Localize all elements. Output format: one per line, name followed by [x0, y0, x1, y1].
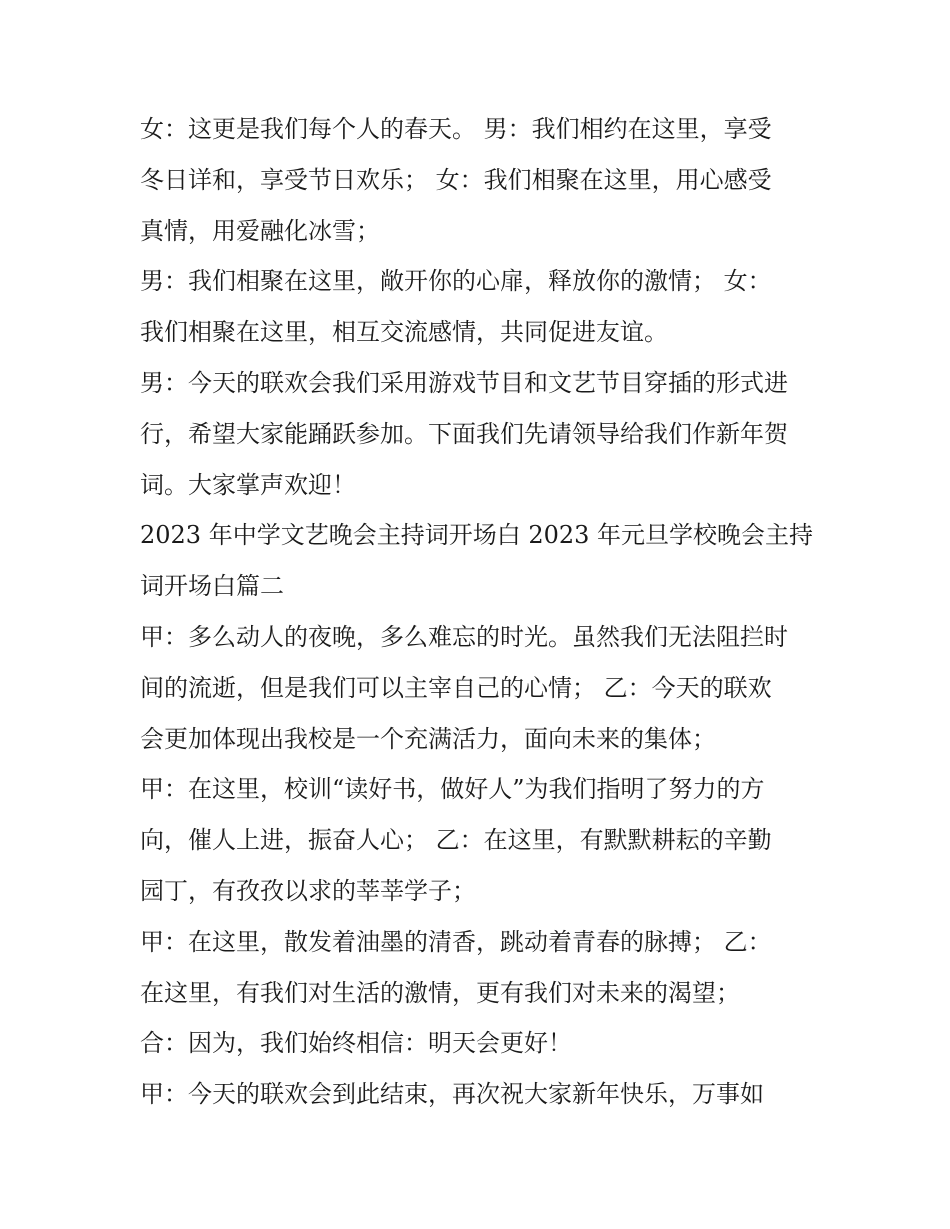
section-title-line: 词开场白篇二	[140, 572, 284, 601]
text-line: 男：今天的联欢会我们采用游戏节目和文艺节目穿插的形式进	[140, 368, 788, 397]
text-line: 在这里，有我们对生活的激情，更有我们对未来的渴望；	[140, 978, 740, 1007]
text-line: 真情，用爱融化冰雪；	[140, 216, 380, 245]
text-line: 甲：在这里，校训“读好书，做好人”为我们指明了努力的方	[140, 775, 765, 804]
text-line: 甲：今天的联欢会到此结束，再次祝大家新年快乐，万事如	[140, 1080, 764, 1109]
text-line: 甲：多么动人的夜晚，多么难忘的时光。虽然我们无法阻拦时	[140, 622, 788, 651]
document-body	[140, 104, 820, 1120]
text-line: 会更加体现出我校是一个充满活力，面向未来的集体；	[140, 724, 716, 753]
text-line: 向，催人上进，振奋人心； 乙：在这里，有默默耕耘的辛勤	[140, 826, 772, 855]
text-line: 行，希望大家能踊跃参加。下面我们先请领导给我们作新年贺	[140, 419, 788, 448]
text-line: 我们相聚在这里，相互交流感情，共同促进友谊。	[140, 318, 668, 347]
text-line: 园丁，有孜孜以求的莘莘学子；	[140, 876, 476, 905]
text-line: 冬日详和，享受节日欢乐； 女：我们相聚在这里，用心感受	[140, 165, 772, 194]
text-line: 词。大家掌声欢迎！	[140, 470, 356, 499]
text-line: 合：因为，我们始终相信：明天会更好！	[140, 1029, 572, 1058]
text-line: 甲：在这里，散发着油墨的清香，跳动着青春的脉搏； 乙：	[140, 927, 772, 956]
section-title-line: 2023 年中学文艺晚会主持词开场白 2023 年元旦学校晚会主持	[140, 521, 814, 550]
text-line: 男：我们相聚在这里，敞开你的心扉，释放你的激情； 女：	[140, 267, 772, 296]
text-line: 间的流逝，但是我们可以主宰自己的心情； 乙：今天的联欢	[140, 673, 772, 702]
text-line: 女：这更是我们每个人的春天。 男：我们相约在这里，享受	[140, 115, 772, 143]
